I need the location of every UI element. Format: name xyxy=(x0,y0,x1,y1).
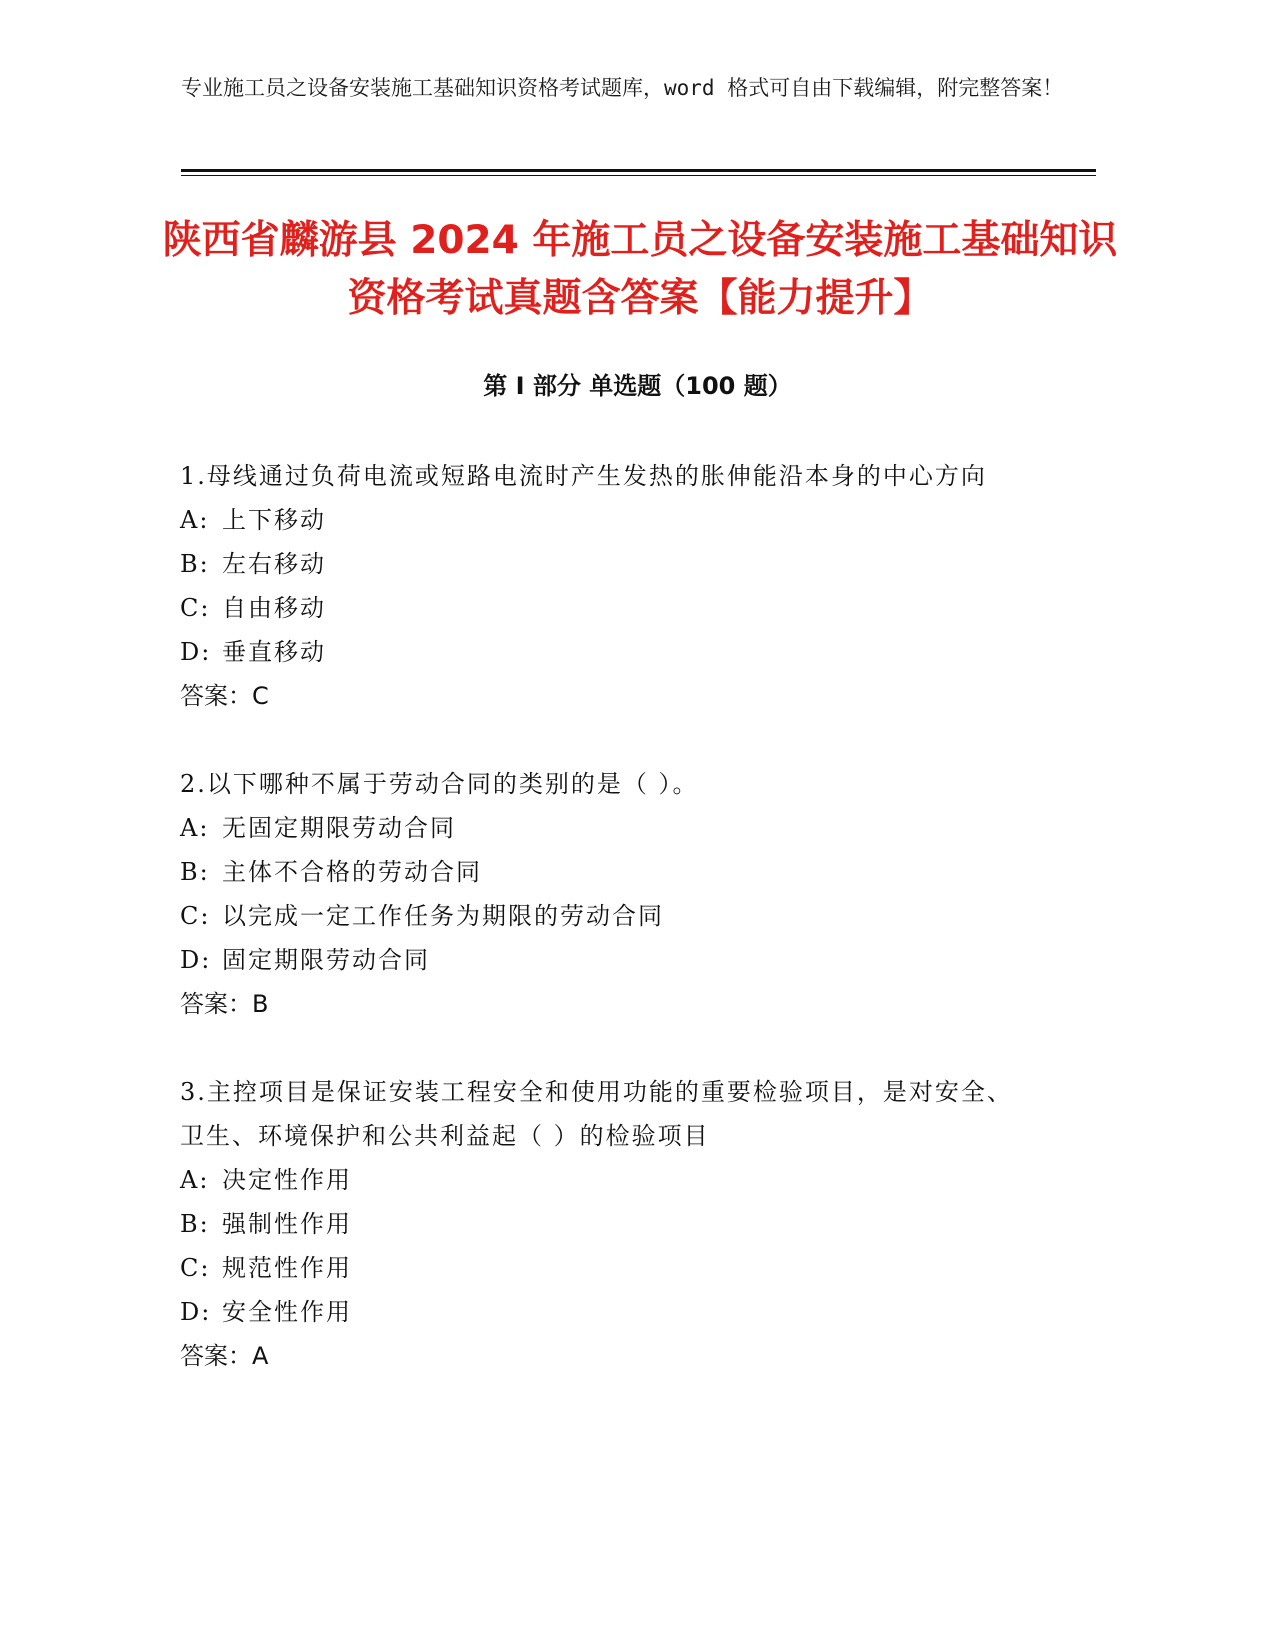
option-b xyxy=(180,850,1030,894)
document-title: 陕西省麟游县 2024 年施工员之设备安装施工基础知识资格考试真题含答案【能力提升】 xyxy=(162,218,1118,321)
header-divider-thick xyxy=(181,169,1096,172)
option-text: 强制性作用 xyxy=(222,1210,352,1238)
header-divider-thin xyxy=(181,175,1096,176)
option-key: A: xyxy=(180,1166,210,1194)
option-key: C: xyxy=(180,902,211,930)
option-text: 安全性作用 xyxy=(222,1298,352,1326)
option-text: 无固定期限劳动合同 xyxy=(222,814,456,842)
option-a xyxy=(180,498,1030,542)
question-stem: 1.母线通过负荷电流或短路电流时产生发热的胀伸能沿本身的中心方向 xyxy=(180,462,987,490)
answer-line: 答案：A xyxy=(180,1342,269,1370)
option-text: 固定期限劳动合同 xyxy=(222,946,430,974)
option-d xyxy=(180,630,1030,674)
header-note: 专业施工员之设备安装施工基础知识资格考试题库，word 格式可自由下载编辑，附完整答案！ xyxy=(181,76,1064,100)
question-stem: 2.以下哪种不属于劳动合同的类别的是（ ）。 xyxy=(180,770,699,798)
option-key: A: xyxy=(180,506,210,534)
option-key: D: xyxy=(180,1298,212,1326)
option-key: A: xyxy=(180,814,210,842)
question-item xyxy=(180,1070,1030,1378)
question-list xyxy=(180,454,1030,1422)
option-text: 主体不合格的劳动合同 xyxy=(222,858,482,886)
section-heading: 第 I 部分 单选题（100 题） xyxy=(483,372,792,400)
option-text: 自由移动 xyxy=(222,594,326,622)
option-key: B: xyxy=(180,858,210,886)
option-b xyxy=(180,1202,1030,1246)
option-c xyxy=(180,1246,1030,1290)
option-key: B: xyxy=(180,550,210,578)
question-item xyxy=(180,762,1030,1026)
option-key: B: xyxy=(180,1210,210,1238)
option-text: 以完成一定工作任务为期限的劳动合同 xyxy=(222,902,664,930)
option-text: 垂直移动 xyxy=(222,638,326,666)
option-key: D: xyxy=(180,946,212,974)
option-c xyxy=(180,586,1030,630)
option-text: 规范性作用 xyxy=(222,1254,352,1282)
question-stem: 3.主控项目是保证安装工程安全和使用功能的重要检验项目，是对安全、卫生、环境保护和公共利益起（ ）的检验项目 xyxy=(180,1078,1013,1150)
option-text: 左右移动 xyxy=(222,550,326,578)
option-d xyxy=(180,938,1030,982)
option-a xyxy=(180,1158,1030,1202)
option-key: C: xyxy=(180,594,211,622)
option-d xyxy=(180,1290,1030,1334)
option-key: D: xyxy=(180,638,212,666)
question-item xyxy=(180,454,1030,718)
option-key: C: xyxy=(180,1254,211,1282)
option-text: 上下移动 xyxy=(222,506,326,534)
option-b xyxy=(180,542,1030,586)
answer-line: 答案：B xyxy=(180,990,269,1018)
option-text: 决定性作用 xyxy=(222,1166,352,1194)
option-c xyxy=(180,894,1030,938)
option-a xyxy=(180,806,1030,850)
answer-line: 答案：C xyxy=(180,682,269,710)
